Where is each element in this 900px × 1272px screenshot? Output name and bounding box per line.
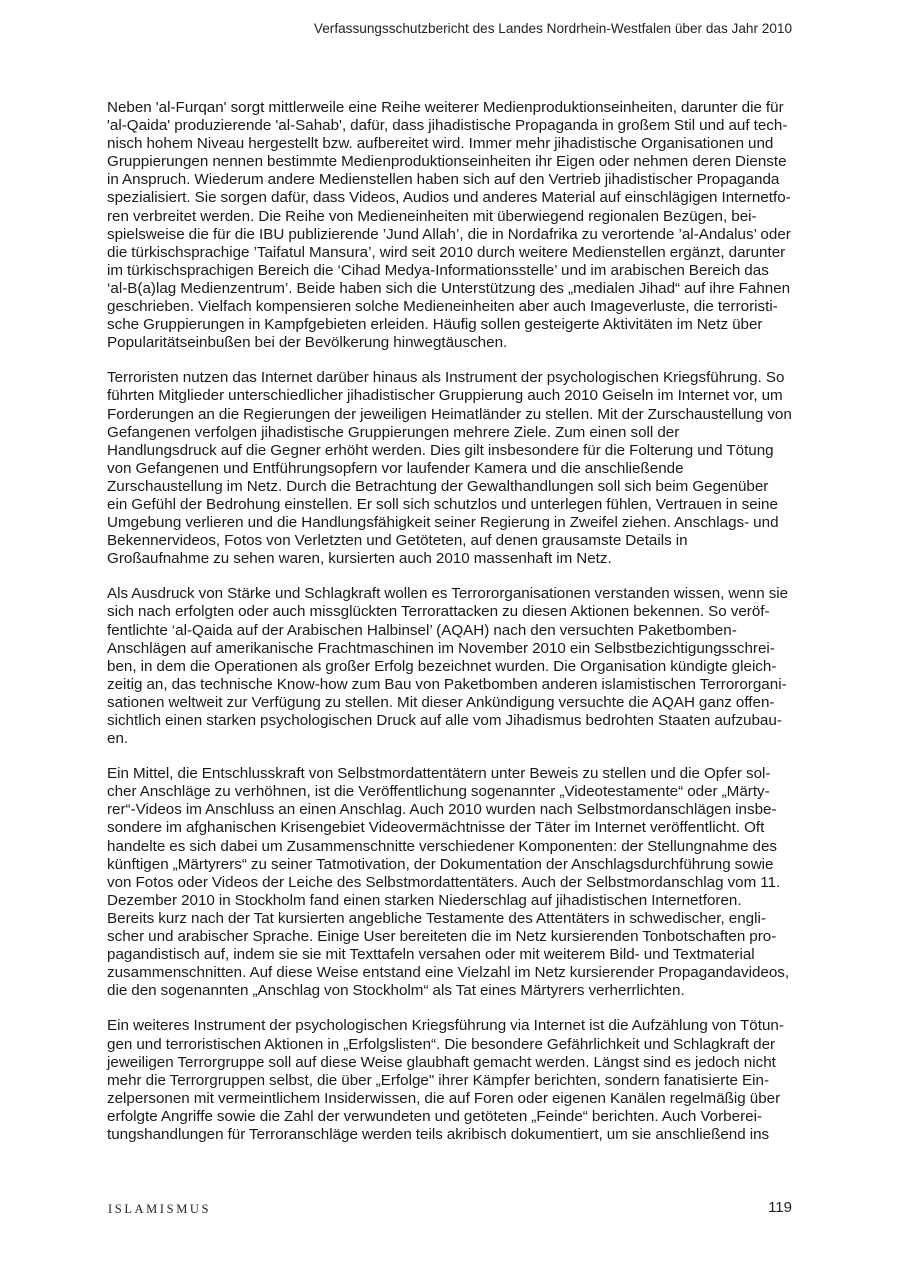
paragraph-claims-of-responsibility: Als Ausdruck von Stärke und Schlagkraft wollen es Terrororganisationen verstanden wissen, wenn sie sich nach erfolgten oder auch missglückten Terrorattacken zu diesen Aktionen bekennen. So veröffentlichte ‘al-Qaida auf der Arabischen Halbinsel’ (AQAH) nach den versuchten Paketbomben-Anschlägen auf amerikanische Frachtmaschinen im November 2010 ein Selbstbezichtigungsschreiben, in dem die Operationen als großer Erfolg bezeichnet wurden. Die Organisation kündigte gleichzeitig an, das technische Know-how zum Bau von Paketbomben anderen islamistischen Terrororganisationen weltweit zur Verfügung zu stellen. Mit dieser Ankündigung versuchte die AQAH ganz offensichtlich einen starken psychologischen Druck auf alle vom Jihadismus bedrohten Staaten aufzubauen. xyxy=(107,585,789,748)
body-text xyxy=(107,99,792,1161)
paragraph-media-production: Neben 'al-Furqan' sorgt mittlerweile eine Reihe weiterer Medienproduktionseinheiten, darunter die für 'al-Qaida' produzierende 'al-Sahab', dafür, dass jihadistische Propaganda in großem Stil und auf technisch hohem Niveau hergestellt bzw. aufbereitet wird. Immer mehr jihadistische Organisationen und Gruppierungen nennen bestimmte Medienproduktionseinheiten ihr Eigen oder nehmen deren Dienste in Anspruch. Wiederum andere Medienstellen haben sich auf den Vertrieb jihadistischer Propaganda spezialisiert. Sie sorgen dafür, dass Videos, Audios und anderes Material auf einschlägigen Internetforen verbreitet werden. Die Reihe von Medieneinheiten mit überwiegend regionalen Bezügen, beispielsweise die für die IBU publizierende ’Jund Allah’, die in Nordafrika zu verortende ’al-Andalus’ oder die türkischsprachige ’Taifatul Mansura’, wird seit 2010 durch weitere Medienstellen ergänzt, darunter im türkischsprachigen Bereich die ‘Cihad Medya-Informationsstelle’ und im arabischen Bereich das ‘al-B(a)lag Medienzentrum’. Beide haben sich die Unterstützung des „medialen Jihad“ auf ihre Fahnen geschrieben. Vielfach kompensieren solche Medieneinheiten aber auch Imageverluste, die terroristische Gruppierungen in Kampfgebieten erleiden. Häufig sollen gesteigerte Aktivitäten im Netz über Popularitätseinbußen bei der Bevölkerung hinwegtäuschen. xyxy=(107,99,791,352)
footer-section-label: ISLAMISMUS xyxy=(108,1202,212,1216)
paragraph-success-lists: Ein weiteres Instrument der psychologischen Kriegsführung via Internet ist die Aufzählung von Tötungen und terroristischen Aktionen in „Erfolgslisten“. Die besondere Gefährlichkeit und Schlagkraft der jeweiligen Terrorgruppe soll auf diese Weise glaubhaft gemacht werden. Längst sind es jedoch nicht mehr die Terrorgruppen selbst, die über „Erfolge" ihrer Kämpfer berichten, sondern fanatisierte Einzelpersonen mit vermeintlichem Insiderwissen, die auf Foren oder eigenen Kanälen regelmäßig über erfolgte Angriffe sowie die Zahl der verwundeten und getöteten „Feinde“ berichten. Auch Vorbereitungshandlungen für Terroranschläge werden teils akribisch dokumentiert, um sie anschließend ins xyxy=(107,1017,784,1143)
paragraph-video-testaments: Ein Mittel, die Entschlusskraft von Selbstmordattentätern unter Beweis zu stellen und die Opfer solcher Anschläge zu verhöhnen, ist die Veröffentlichung sogenannter „Videotestamente“ oder „Märtyrer“-Videos im Anschluss an einen Anschlag. Auch 2010 wurden nach Selbstmordanschlägen insbesondere im afghanischen Krisengebiet Videovermächtnisse der Täter im Internet veröffentlicht. Oft handelte es sich dabei um Zusammenschnitte verschiedener Komponenten: der Stellungnahme des künftigen „Märtyrers“ zu seiner Tatmotivation, der Dokumentation der Anschlagsdurchführung sowie von Fotos oder Videos der Leiche des Selbstmordattentäters. Auch der Selbstmordanschlag vom 11. Dezember 2010 in Stockholm fand einen starken Niederschlag auf jihadistischen Internetforen. Bereits kurz nach der Tat kursierten angebliche Testamente des Attentäters in schwedischer, englischer und arabischer Sprache. Einige User bereiteten die im Netz kursierenden Tonbotschaften propagandistisch auf, indem sie sie mit Texttafeln versahen oder mit weiterem Bild- und Textmaterial zusammenschnitten. Auf diese Weise entstand eine Vielzahl im Netz kursierender Propagandavideos, die den sogenannten „Anschlag von Stockholm“ als Tat eines Märtyrers verherrlichten. xyxy=(107,765,790,1000)
paragraph-psychological-warfare: Terroristen nutzen das Internet darüber hinaus als Instrument der psychologischen Kriegsführung. So führten Mitglieder unterschiedlicher jihadistischer Gruppierung auch 2010 Geiseln im Internet vor, um Forderungen an die Regierungen der jeweiligen Heimatländer zu stellen. Mit der Zurschaustellung von Gefangenen verfolgen jihadistische Gruppierungen mehrere Ziele. Zum einen soll der Handlungsdruck auf die Gegner erhöht werden. Dies gilt insbesondere für die Folterung und Tötung von Gefangenen und Entführungsopfern vor laufender Kamera und die anschließende Zurschaustellung im Netz. Durch die Betrachtung der Gewalthandlungen soll sich beim Gegenüber ein Gefühl der Bedrohung einstellen. Er soll sich schutzlos und unterlegen fühlen, Vertrauen in seine Umgebung verlieren und die Handlungsfähigkeit seiner Regierung in Zweifel ziehen. Anschlags- und Bekennervideos, Fotos von Verletzten und Getöteten, auf denen grausamste Details in Großaufnahme zu sehen waren, kursierten auch 2010 massenhaft im Netz. xyxy=(107,369,792,568)
running-header: Verfassungsschutzbericht des Landes Nordrhein-Westfalen über das Jahr 2010 xyxy=(313,21,792,36)
page-number: 119 xyxy=(768,1199,792,1216)
